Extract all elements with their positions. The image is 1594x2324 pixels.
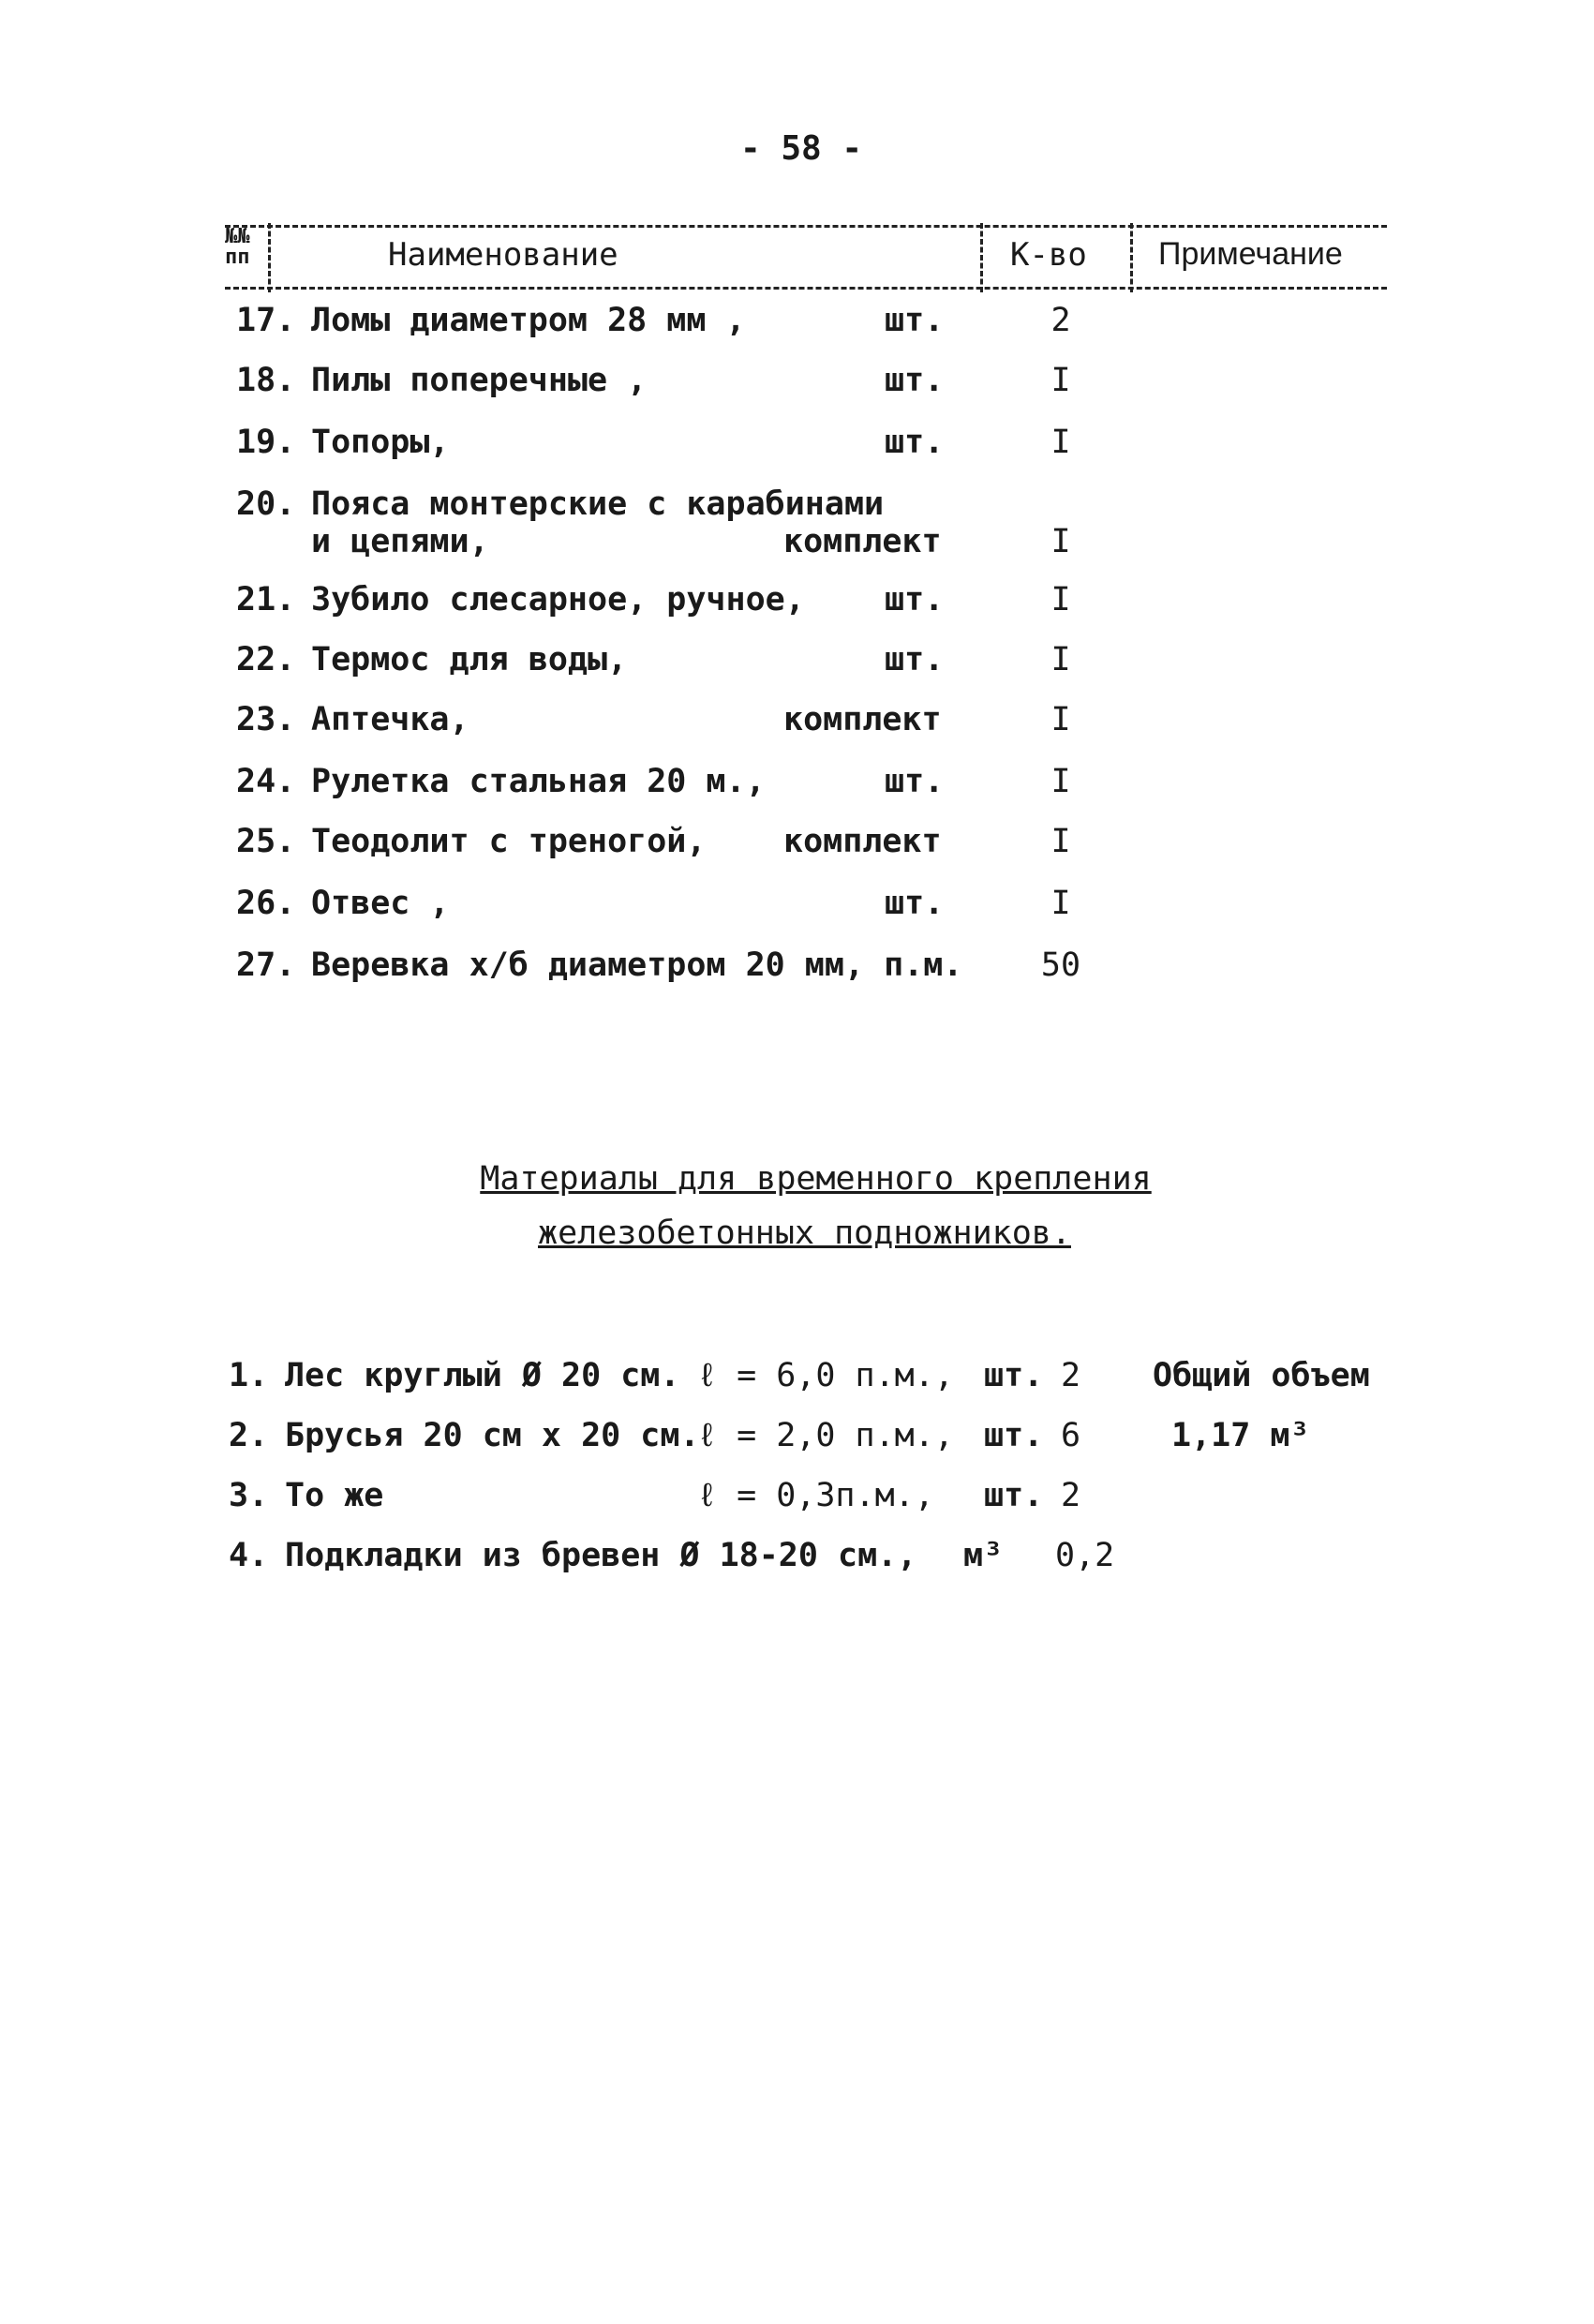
column-divider <box>1130 223 1133 292</box>
total-volume-label: Общий объем <box>1153 1357 1370 1394</box>
column-divider <box>980 223 983 292</box>
table-header-rule <box>225 287 1387 290</box>
row-number: 19. <box>236 424 296 461</box>
row-number: 21. <box>236 581 296 618</box>
row-quantity: I <box>1050 701 1071 738</box>
row-unit: шт. <box>885 885 945 922</box>
row-number: 22. <box>236 641 296 678</box>
row-number: 20. <box>236 485 296 523</box>
row-number: 27. <box>236 946 296 984</box>
row-quantity: I <box>1050 763 1071 800</box>
row-unit: шт. <box>885 424 945 461</box>
row-name: Пилы поперечные , <box>311 362 648 399</box>
row-quantity: 2 <box>1050 302 1071 339</box>
item-unit: м³ <box>963 1537 1004 1574</box>
row-name: Аптечка, <box>311 701 469 738</box>
table-top-rule <box>225 225 1387 228</box>
row-name: Рулетка стальная 20 м., <box>311 763 766 800</box>
page-number: - 58 - <box>740 129 863 168</box>
item-unit: шт. <box>984 1477 1044 1514</box>
column-divider <box>268 223 271 292</box>
item-name: Лес круглый Ø 20 см. <box>285 1357 680 1394</box>
header-name: Наименование <box>388 236 618 274</box>
item-number: 3. <box>229 1477 269 1514</box>
item-length: ℓ = 0,3п.м., <box>697 1477 934 1514</box>
row-name: Топоры, <box>311 424 450 461</box>
item-quantity: 2 <box>1061 1477 1081 1514</box>
row-number: 24. <box>236 763 296 800</box>
row-number: 25. <box>236 823 296 860</box>
row-name: Зубило слесарное, ручное, <box>311 581 805 618</box>
item-quantity: 0,2 <box>1055 1537 1115 1574</box>
row-quantity: I <box>1050 424 1071 461</box>
row-quantity: I <box>1050 581 1071 618</box>
item-unit: шт. <box>984 1357 1044 1394</box>
total-volume-value: 1,17 м³ <box>1171 1417 1310 1454</box>
header-quantity: К-во <box>1010 236 1087 274</box>
item-name: Брусья 20 см х 20 см. <box>285 1417 700 1454</box>
header-number: №№ пп <box>225 225 250 269</box>
item-number: 4. <box>229 1537 269 1574</box>
row-quantity: I <box>1050 362 1071 399</box>
item-number: 2. <box>229 1417 269 1454</box>
row-name: Отвес , <box>311 885 450 922</box>
row-unit: шт. <box>885 581 945 618</box>
section-title-line-1: Материалы для временного крепления <box>480 1160 1152 1198</box>
row-name: Теодолит с треногой, <box>311 823 707 860</box>
row-quantity: I <box>1050 523 1071 560</box>
item-name: То же <box>285 1477 384 1514</box>
row-name: Пояса монтерские с карабинами <box>311 485 885 523</box>
item-quantity: 6 <box>1061 1417 1081 1454</box>
item-length: ℓ = 2,0 п.м., <box>697 1417 954 1454</box>
row-quantity: I <box>1050 885 1071 922</box>
row-quantity: 50 <box>1040 946 1081 984</box>
row-number: 26. <box>236 885 296 922</box>
row-quantity: I <box>1050 823 1071 860</box>
header-note: Примечание <box>1158 236 1343 272</box>
row-name-continued: и цепями, <box>311 523 489 560</box>
item-quantity: 2 <box>1061 1357 1081 1394</box>
row-quantity: I <box>1050 641 1071 678</box>
row-number: 17. <box>236 302 296 339</box>
row-number: 18. <box>236 362 296 399</box>
row-name: Веревка х/б диаметром 20 мм, п.м. <box>311 946 963 984</box>
row-unit: комплект <box>783 523 942 560</box>
row-number: 23. <box>236 701 296 738</box>
item-number: 1. <box>229 1357 269 1394</box>
row-name: Ломы диаметром 28 мм , <box>311 302 746 339</box>
row-unit: шт. <box>885 763 945 800</box>
row-name: Термос для воды, <box>311 641 628 678</box>
section-title-line-2: железобетонных подножников. <box>538 1214 1071 1252</box>
item-unit: шт. <box>984 1417 1044 1454</box>
row-unit: комплект <box>783 823 942 860</box>
item-length: ℓ = 6,0 п.м., <box>697 1357 954 1394</box>
row-unit: шт. <box>885 641 945 678</box>
row-unit: шт. <box>885 362 945 399</box>
row-unit: шт. <box>885 302 945 339</box>
row-unit: комплект <box>783 701 942 738</box>
item-name: Подкладки из бревен Ø 18-20 см., <box>285 1537 917 1574</box>
